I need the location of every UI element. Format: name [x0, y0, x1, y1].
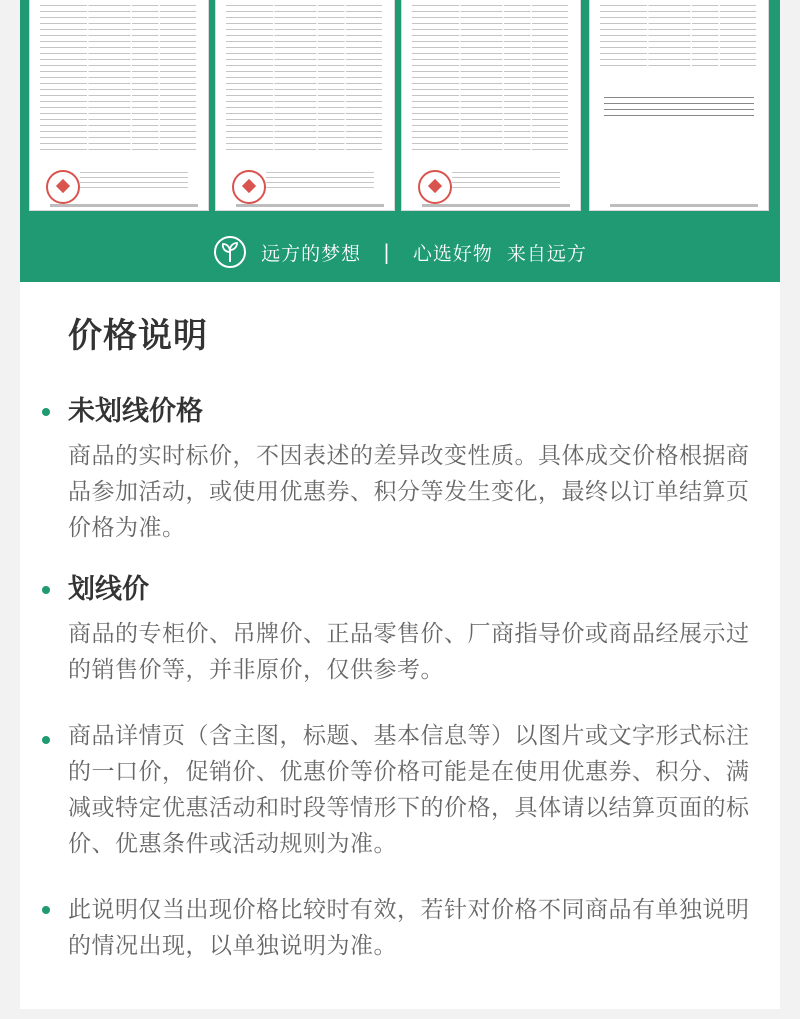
- test-report-pages: [20, 0, 780, 212]
- price-section-strikethrough: [42, 572, 752, 688]
- slogan-separator: |: [383, 240, 391, 264]
- test-report-page-4[interactable]: [590, 0, 768, 210]
- test-report-page-2[interactable]: [216, 0, 394, 210]
- price-section-validity: [42, 892, 752, 964]
- bullet-dot: [42, 408, 50, 416]
- section-heading: 划线价: [68, 574, 149, 605]
- leaf-sprout-icon: [213, 235, 247, 269]
- price-section-detail-page: [42, 718, 752, 862]
- slogan-part1: 心选好物: [412, 242, 493, 265]
- stamp-icon: [232, 170, 266, 204]
- page-title: 价格说明: [68, 316, 208, 356]
- stamp-icon: [46, 170, 80, 204]
- slogan-brand: 远方的梦想: [261, 242, 362, 265]
- section-text: 商品详情页（含主图，标题、基本信息等）以图片或文字形式标注的一口价，促销价、优惠价等价格可能是在使用优惠券、积分、满减或特定优惠活动和时段等情形下的价格，具体请以结算页面的标价、优惠条件或活动规则为准。: [68, 723, 750, 857]
- bullet-dot: [42, 906, 50, 914]
- test-report-page-3[interactable]: [402, 0, 580, 210]
- section-text: 商品的实时标价，不因表述的差异改变性质。具体成交价格根据商品参加活动，或使用优惠券、积分等发生变化，最终以订单结算页价格为准。: [68, 443, 750, 541]
- slogan-part2: 来自远方: [506, 242, 587, 265]
- price-info-card: [20, 282, 780, 1009]
- test-report-page-1[interactable]: [30, 0, 208, 210]
- bullet-dot: [42, 586, 50, 594]
- report-banner: [20, 0, 780, 282]
- brand-slogan: [20, 222, 780, 282]
- bullet-dot: [42, 736, 50, 744]
- section-text: 商品的专柜价、吊牌价、正品零售价、厂商指导价或商品经展示过的销售价等，并非原价，仅供参考。: [68, 621, 750, 683]
- price-section-unmarked: [42, 394, 752, 546]
- section-heading: 未划线价格: [68, 396, 203, 427]
- section-text: 此说明仅当出现价格比较时有效，若针对价格不同商品有单独说明的情况出现，以单独说明为准。: [68, 897, 750, 959]
- stamp-icon: [418, 170, 452, 204]
